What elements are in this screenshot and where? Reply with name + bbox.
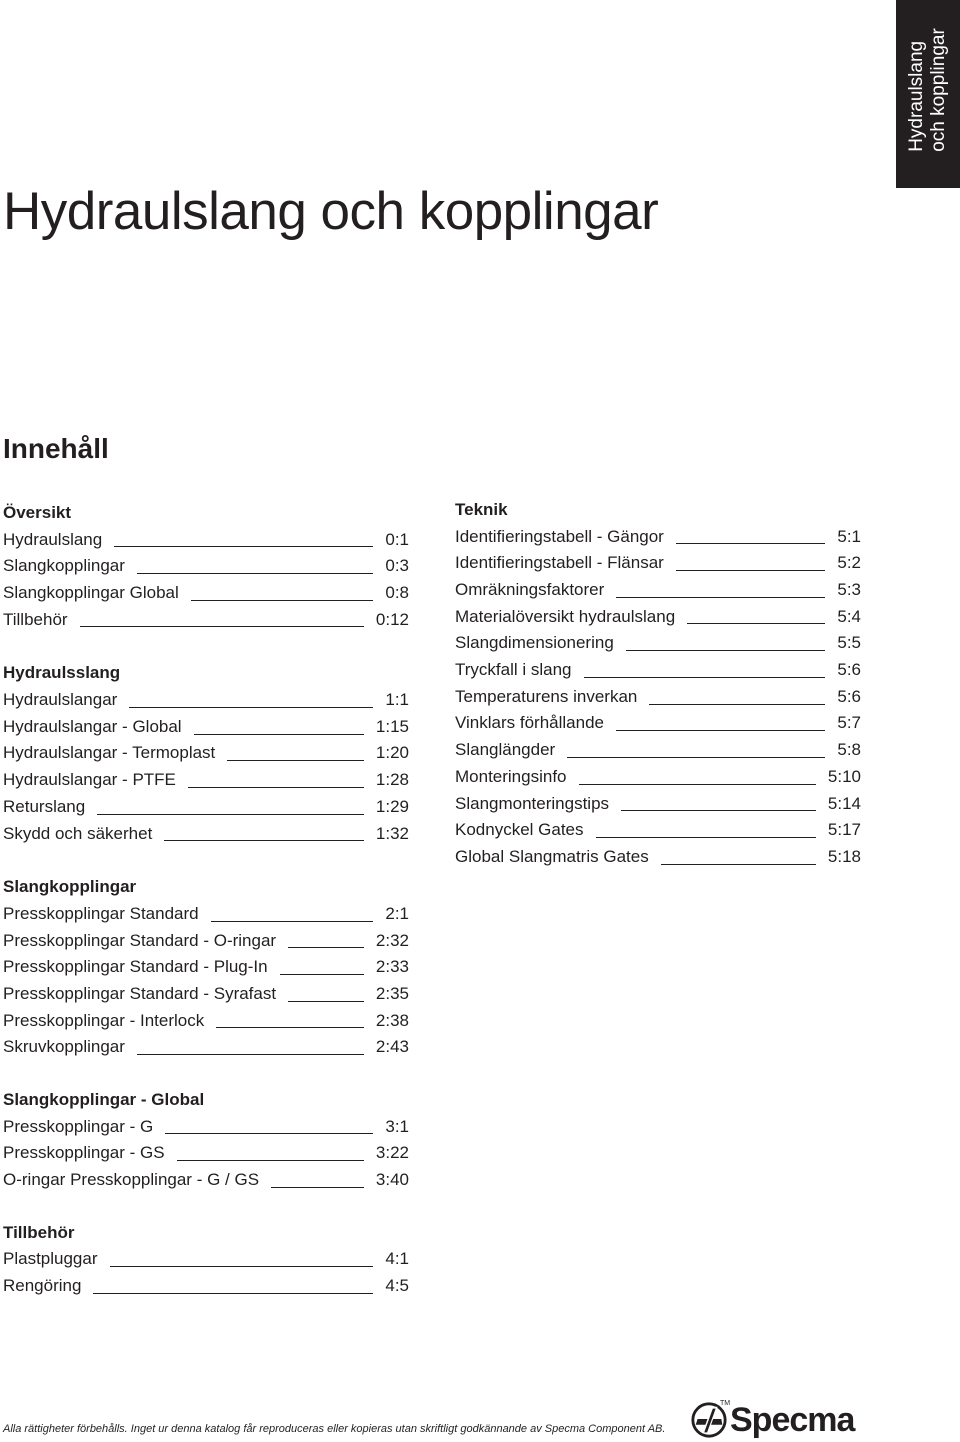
toc-entry-label: Monteringsinfo [455, 766, 567, 786]
toc-entry-label: O-ringar Presskopplingar - G / GS [3, 1170, 260, 1190]
leader-line [616, 730, 825, 731]
leader-line [661, 864, 816, 865]
side-tab-line2: och kopplingar [928, 28, 949, 153]
toc-entry-label: Hydraulslangar - PTFE [3, 770, 176, 790]
leader-line [211, 921, 374, 922]
section-title: Teknik [455, 500, 508, 519]
toc-entry[interactable] [3, 527, 409, 554]
toc-entry-label: Hydraulslang [3, 529, 103, 549]
toc-section-hydraulsslang [3, 660, 409, 847]
leader-line [129, 707, 373, 708]
toc-entry-page: 5:5 [837, 633, 861, 653]
leader-line [188, 787, 364, 788]
leader-line [137, 573, 373, 574]
trademark-sign: TM [720, 1400, 731, 1407]
toc-entry[interactable] [3, 741, 409, 768]
toc-entry[interactable] [3, 981, 409, 1008]
leader-line [93, 1293, 373, 1294]
toc-entry-page: 0:8 [385, 583, 409, 603]
toc-entry[interactable] [3, 901, 409, 928]
section-title: Slangkopplingar - Global [3, 1090, 205, 1110]
toc-entry-page: 5:17 [827, 820, 861, 840]
toc-entry-label: Slanglängder [455, 740, 556, 760]
leader-line [177, 1160, 364, 1161]
toc-entry-label: Presskopplingar - G [3, 1116, 154, 1136]
toc-entry-page: 0:1 [385, 529, 409, 549]
toc-entry-label: Tillbehör [3, 609, 68, 629]
toc-entry[interactable] [455, 524, 861, 551]
toc-entry-label: Hydraulslangar - Termoplast [3, 743, 216, 763]
leader-line [616, 597, 825, 598]
toc-entry-label: Presskopplingar Standard - Plug-In [3, 957, 268, 977]
toc-entry[interactable] [3, 1247, 409, 1274]
toc-heading: Innehåll [3, 433, 109, 464]
toc-entry[interactable] [455, 630, 861, 657]
toc-section-oversikt [3, 500, 409, 633]
toc-section-slangkopplingar-global [3, 1087, 409, 1194]
toc-entry-page: 5:7 [837, 713, 861, 733]
leader-line [288, 1001, 364, 1002]
toc-entry[interactable] [455, 737, 861, 764]
toc-entry-label: Plastpluggar [3, 1249, 98, 1269]
logo-wordmark: Specma [730, 1401, 855, 1439]
toc-entry-page: 2:1 [385, 903, 409, 923]
toc-entry-label: Skruvkopplingar [3, 1037, 125, 1057]
leader-line [687, 623, 825, 624]
copyright-note: Alla rättigheter förbehålls. Inget ur denna katalog får reproduceras eller kopieras utan skriftligt godkännande av Specma Component AB. [3, 1423, 666, 1435]
side-tab-line1: Hydraulslang [906, 41, 927, 153]
toc-entry-label: Skydd och säkerhet [3, 823, 153, 843]
toc-entry-page: 4:5 [385, 1276, 409, 1296]
toc-entry[interactable] [3, 1008, 409, 1035]
side-tab-text [906, 28, 950, 152]
toc-entry-page: 5:8 [837, 740, 861, 760]
toc-entry-page: 0:12 [375, 609, 409, 629]
section-title: Hydraulsslang [3, 663, 121, 683]
toc-entry-page: 1:32 [375, 823, 409, 843]
section-title: Översikt [3, 503, 72, 522]
leader-line [621, 810, 816, 811]
toc-section-teknik [455, 497, 861, 871]
toc-entry-label: Hydraulslangar [3, 690, 118, 710]
toc-entry[interactable] [3, 767, 409, 794]
leader-line [584, 677, 826, 678]
leader-line [216, 1027, 364, 1028]
leader-line [676, 543, 826, 544]
section-title: Tillbehör [3, 1222, 75, 1242]
toc-entry-label: Tryckfall i slang [455, 660, 572, 680]
leader-line [194, 734, 364, 735]
leader-line [596, 837, 816, 838]
toc-entry-page: 5:10 [827, 766, 861, 786]
toc-entry[interactable] [3, 1167, 409, 1194]
leader-line [579, 784, 816, 785]
toc-entry-page: 0:3 [385, 556, 409, 576]
leader-line [97, 814, 364, 815]
leader-line [80, 626, 364, 627]
toc-entry[interactable] [455, 657, 861, 684]
toc-entry-page: 2:35 [375, 983, 409, 1003]
leader-line [165, 1133, 373, 1134]
page-title: Hydraulslang och kopplingar [3, 182, 659, 241]
toc-entry[interactable] [455, 791, 861, 818]
toc-entry-label: Presskopplingar Standard - O-ringar [3, 930, 277, 950]
toc-entry[interactable] [3, 687, 409, 714]
toc-entry[interactable] [3, 553, 409, 580]
leader-line [114, 546, 373, 547]
toc-entry-page: 3:1 [385, 1116, 409, 1136]
toc-entry[interactable] [3, 714, 409, 741]
toc-entry-page: 1:15 [375, 716, 409, 736]
toc-entry-label: Temperaturens inverkan [455, 686, 638, 706]
toc-entry[interactable] [455, 764, 861, 791]
leader-line [649, 704, 825, 705]
side-tab [896, 0, 960, 188]
toc-entry-page: 5:4 [837, 606, 861, 626]
toc-entry-page: 5:6 [837, 686, 861, 706]
toc-entry-label: Returslang [3, 796, 86, 816]
toc-entry-label: Presskopplingar Standard - Syrafast [3, 983, 277, 1003]
toc-entry-label: Global Slangmatris Gates [455, 846, 649, 866]
toc-section-tillbehor [3, 1220, 409, 1300]
toc-entry-label: Omräkningsfaktorer [455, 580, 605, 600]
toc-entry-page: 3:22 [375, 1143, 409, 1163]
toc-entry[interactable] [455, 684, 861, 711]
toc-entry-page: 1:20 [375, 743, 409, 763]
toc-entry[interactable] [455, 577, 861, 604]
toc-entry[interactable] [455, 844, 861, 871]
toc-entry-label: Identifieringstabell - Flänsar [455, 553, 664, 573]
toc-entry-page: 1:1 [385, 690, 409, 710]
toc-entry[interactable] [3, 607, 409, 634]
toc-entry[interactable] [3, 580, 409, 607]
toc-entry[interactable] [455, 604, 861, 631]
toc-entry-label: Slangkopplingar [3, 556, 125, 576]
toc-entry-label: Identifieringstabell - Gängor [455, 526, 664, 546]
toc-entry-page: 5:6 [837, 660, 861, 680]
toc-entry-label: Presskopplingar - GS [3, 1143, 165, 1163]
toc-entry[interactable] [455, 817, 861, 844]
leader-line [567, 757, 825, 758]
toc-entry[interactable] [3, 794, 409, 821]
toc-entry-page: 5:1 [837, 526, 861, 546]
toc-entry[interactable] [3, 1273, 409, 1300]
toc-entry-page: 4:1 [385, 1249, 409, 1269]
leader-line [164, 840, 364, 841]
toc-entry[interactable] [3, 1140, 409, 1167]
toc-entry-label: Presskopplingar - Interlock [3, 1010, 205, 1030]
toc-entry-label: Rengöring [3, 1276, 82, 1296]
toc-entry[interactable] [3, 954, 409, 981]
toc-entry[interactable] [3, 928, 409, 955]
toc-section-slangkopplingar [3, 874, 409, 1061]
toc-entry-page: 5:2 [837, 553, 861, 573]
leader-line [626, 650, 826, 651]
leader-line [288, 947, 364, 948]
specma-logo [690, 1400, 862, 1440]
toc-entry-page: 5:3 [837, 580, 861, 600]
toc-entry-page: 2:33 [375, 957, 409, 977]
toc-entry-page: 1:29 [375, 796, 409, 816]
toc-entry[interactable] [3, 821, 409, 848]
toc-entry[interactable] [3, 1114, 409, 1141]
toc-entry-page: 1:28 [375, 770, 409, 790]
toc-entry[interactable] [455, 550, 861, 577]
toc-entry-label: Vinklars förhållande [455, 713, 604, 733]
leader-line [227, 760, 364, 761]
leader-line [191, 600, 374, 601]
toc-entry[interactable] [455, 711, 861, 738]
toc-entry-label: Hydraulslangar - Global [3, 716, 182, 736]
leader-line [110, 1266, 374, 1267]
toc-entry[interactable] [3, 1034, 409, 1061]
leader-line [280, 974, 364, 975]
toc-left-column [3, 500, 409, 1300]
leader-line [137, 1054, 364, 1055]
toc-entry-page: 2:38 [375, 1010, 409, 1030]
toc-entry-page: 5:14 [827, 793, 861, 813]
toc-entry-label: Materialöversikt hydraulslang [455, 606, 676, 626]
toc-entry-page: 2:32 [375, 930, 409, 950]
toc-entry-label: Slangdimensionering [455, 633, 614, 653]
toc-entry-label: Slangkopplingar Global [3, 583, 179, 603]
toc-entry-label: Kodnyckel Gates [455, 820, 584, 840]
toc-entry-page: 3:40 [375, 1170, 409, 1190]
toc-entry-page: 2:43 [375, 1037, 409, 1057]
leader-line [271, 1187, 364, 1188]
toc-entry-page: 5:18 [827, 846, 861, 866]
leader-line [676, 570, 826, 571]
toc-entry-label: Slangmonteringstips [455, 793, 610, 813]
toc-right-column [455, 497, 861, 871]
section-title: Slangkopplingar [3, 877, 137, 897]
toc-entry-label: Presskopplingar Standard [3, 903, 199, 923]
